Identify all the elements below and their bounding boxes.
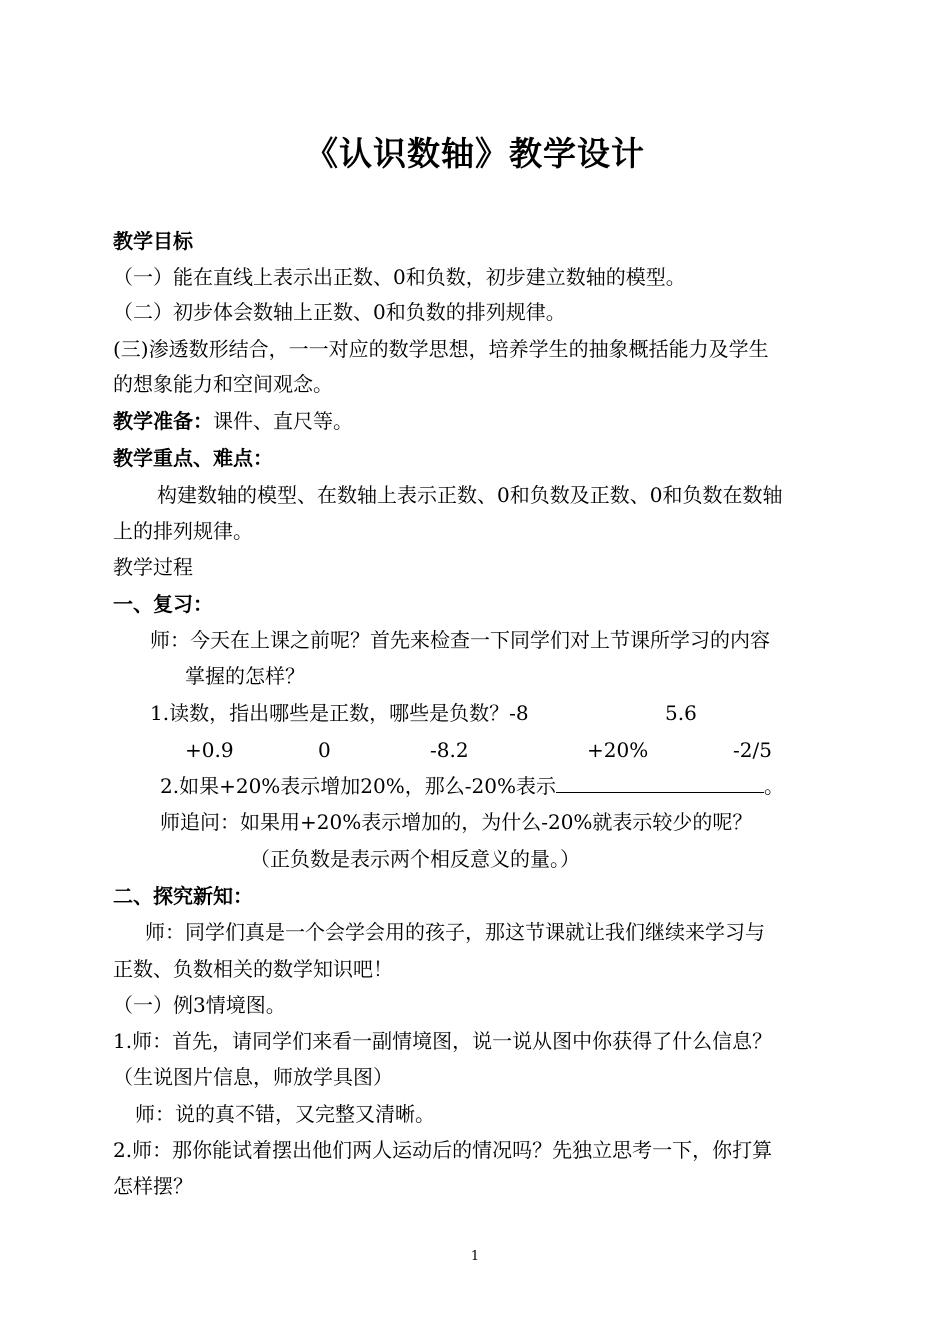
keypoints-line2: 上的排列规律。	[113, 519, 253, 543]
preparation-text: 课件、直尺等。	[213, 409, 353, 433]
number-item: 0	[318, 738, 331, 762]
keypoints-line1: 构建数轴的模型、在数轴上表示正数、0和负数及正数、0和负数在数轴	[157, 483, 783, 507]
explore-step-1: 1.师：首先，请同学们来看一副情境图，说一说从图中你获得了什么信息？	[113, 1029, 773, 1053]
keypoints-heading: 教学重点、难点：	[113, 446, 273, 470]
number-item: -8.2	[430, 738, 469, 762]
explore-praise: 师：说的真不错，又完整又清晰。	[135, 1102, 435, 1126]
page-number: 1	[470, 1249, 480, 1264]
number-item: 5.6	[665, 701, 697, 725]
preparation-label: 教学准备：	[113, 409, 213, 433]
review-teacher-line1: 师：今天在上课之前呢？首先来检查一下同学们对上节课所学习的内容	[150, 628, 770, 652]
review-question-2	[160, 772, 784, 800]
review-teacher-line2: 掌握的怎样？	[185, 664, 305, 688]
number-item: -2/5	[733, 738, 772, 762]
page-title: 《认识数轴》教学设计	[305, 134, 645, 173]
preparation	[113, 407, 353, 435]
goals-heading: 教学目标	[113, 229, 193, 253]
goal-item-2: （二）初步体会数轴上正数、0和负数的排列规律。	[113, 300, 566, 324]
explore-heading: 二、探究新知：	[113, 884, 253, 908]
explore-example: （一）例3情境图。	[113, 993, 286, 1017]
explore-intro-line1: 师：同学们真是一个会学会用的孩子，那这节课就让我们继续来学习与	[145, 920, 765, 944]
explore-step-1-note: （生说图片信息，师放学具图）	[113, 1065, 393, 1089]
number-item: +0.9	[185, 738, 234, 762]
process-heading: 教学过程	[113, 555, 193, 579]
review-answer: （正负数是表示两个相反意义的量。）	[250, 847, 580, 871]
review-question-1: 1.读数，指出哪些是正数，哪些是负数？-8	[150, 701, 529, 725]
goal-item-3-line2: 的想象能力和空间观念。	[113, 372, 333, 396]
explore-intro-line2: 正数、负数相关的数学知识吧！	[113, 957, 393, 981]
review-heading: 一、复习：	[113, 592, 213, 616]
review-followup: 师追问：如果用+20%表示增加的，为什么-20%就表示较少的呢？	[160, 810, 753, 834]
goal-item-1: （一）能在直线上表示出正数、0和负数，初步建立数轴的模型。	[113, 265, 686, 289]
explore-step-2-line1: 2.师：那你能试着摆出他们两人运动后的情况吗？先独立思考一下，你打算	[113, 1138, 773, 1162]
explore-step-2-line2: 怎样摆？	[113, 1174, 193, 1198]
answer-blank	[556, 772, 764, 793]
question-2-end: 。	[763, 774, 784, 798]
goal-item-3-line1: (三)渗透数形结合，一一对应的数学思想，培养学生的抽象概括能力及学生	[113, 337, 769, 361]
question-2-text: 2.如果+20%表示增加20%，那么-20%表示	[160, 774, 556, 798]
number-item: +20%	[587, 738, 649, 762]
